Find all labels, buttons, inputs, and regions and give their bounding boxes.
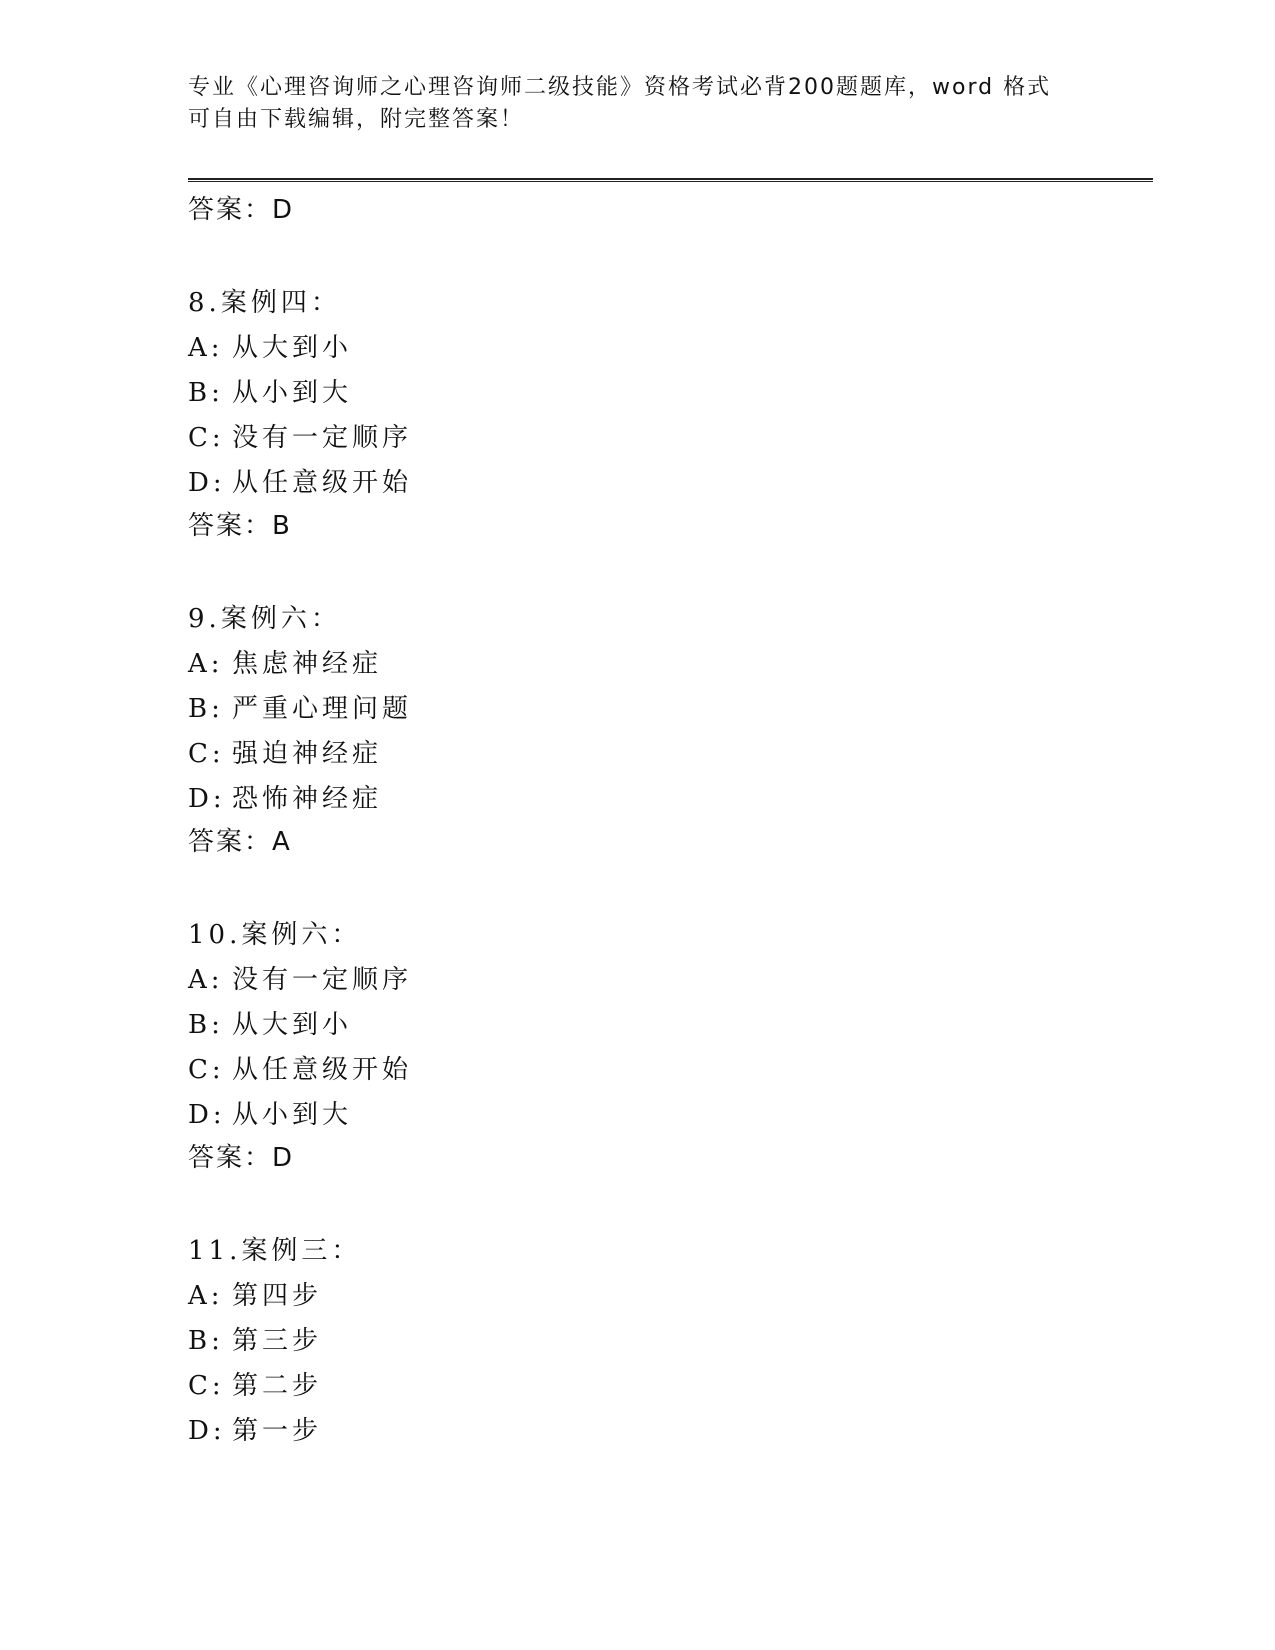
question-text: 案例三： [241, 1236, 362, 1266]
option-letter: C: [188, 1055, 225, 1085]
option-d [188, 461, 1148, 506]
header-line-2: 可自由下载编辑，附完整答案！ [188, 107, 525, 132]
option-a [188, 642, 1148, 687]
question-number: 8. [188, 288, 221, 318]
option-text: 从小到大 [232, 1100, 353, 1130]
question-title [188, 913, 1148, 958]
option-b [188, 371, 1148, 416]
question-list [188, 190, 1148, 1454]
option-c [188, 1364, 1148, 1409]
option-letter: C: [188, 1371, 225, 1401]
answer-label: 答案： [188, 195, 273, 225]
option-letter: C: [188, 739, 225, 769]
option-text: 焦虑神经症 [232, 649, 383, 679]
option-letter: A: [188, 965, 224, 995]
answer-line [188, 822, 1148, 862]
option-text: 第三步 [232, 1326, 323, 1356]
answer-value: D [272, 195, 295, 225]
answer-value: B [272, 511, 292, 541]
option-letter: B: [188, 694, 224, 724]
answer-label: 答案： [188, 511, 273, 541]
question-text: 案例四： [220, 288, 341, 318]
question-title [188, 1229, 1148, 1274]
answer-label: 答案： [188, 827, 273, 857]
question-number: 9. [188, 604, 221, 634]
question-number: 11. [188, 1236, 242, 1266]
header-line-1: 专业《心理咨询师之心理咨询师二级技能》资格考试必背200题题库，word 格式 [188, 75, 1052, 100]
question-title [188, 597, 1148, 642]
answer-line [188, 190, 1148, 230]
option-text: 严重心理问题 [232, 694, 413, 724]
option-text: 第二步 [232, 1371, 323, 1401]
option-letter: A: [188, 649, 224, 679]
option-b [188, 687, 1148, 732]
question-item [188, 597, 1148, 862]
answer-value: A [272, 827, 292, 857]
option-letter: D: [188, 468, 226, 498]
question-number: 10. [188, 920, 242, 950]
option-text: 第四步 [232, 1281, 323, 1311]
option-text: 从大到小 [232, 1010, 353, 1040]
option-text: 从任意级开始 [232, 1055, 413, 1085]
option-letter: D: [188, 1416, 226, 1446]
option-c [188, 416, 1148, 461]
question-title [188, 281, 1148, 326]
option-letter: D: [188, 1100, 226, 1130]
option-text: 从小到大 [232, 378, 353, 408]
question-text: 案例六： [241, 920, 362, 950]
question-text: 案例六： [220, 604, 341, 634]
option-text: 强迫神经症 [232, 739, 383, 769]
option-b [188, 1003, 1148, 1048]
option-d [188, 1409, 1148, 1454]
option-letter: C: [188, 423, 225, 453]
option-letter: B: [188, 378, 224, 408]
option-text: 从任意级开始 [232, 468, 413, 498]
answer-line [188, 506, 1148, 546]
option-b [188, 1319, 1148, 1364]
option-text: 从大到小 [232, 333, 353, 363]
document-header [188, 72, 1088, 136]
option-a [188, 958, 1148, 1003]
option-text: 第一步 [232, 1416, 323, 1446]
answer-label: 答案： [188, 1143, 273, 1173]
option-letter: B: [188, 1326, 224, 1356]
option-c [188, 1048, 1148, 1093]
option-letter: B: [188, 1010, 224, 1040]
question-item [188, 1229, 1148, 1454]
option-text: 没有一定顺序 [232, 965, 413, 995]
option-letter: D: [188, 784, 226, 814]
question-item [188, 913, 1148, 1178]
option-c [188, 732, 1148, 777]
option-text: 恐怖神经症 [232, 784, 383, 814]
option-a [188, 326, 1148, 371]
option-text: 没有一定顺序 [232, 423, 413, 453]
header-divider [188, 178, 1153, 182]
question-item [188, 281, 1148, 546]
option-d [188, 777, 1148, 822]
option-d [188, 1093, 1148, 1138]
option-letter: A: [188, 1281, 224, 1311]
answer-line [188, 1138, 1148, 1178]
answer-value: D [272, 1143, 295, 1173]
option-letter: A: [188, 333, 224, 363]
option-a [188, 1274, 1148, 1319]
